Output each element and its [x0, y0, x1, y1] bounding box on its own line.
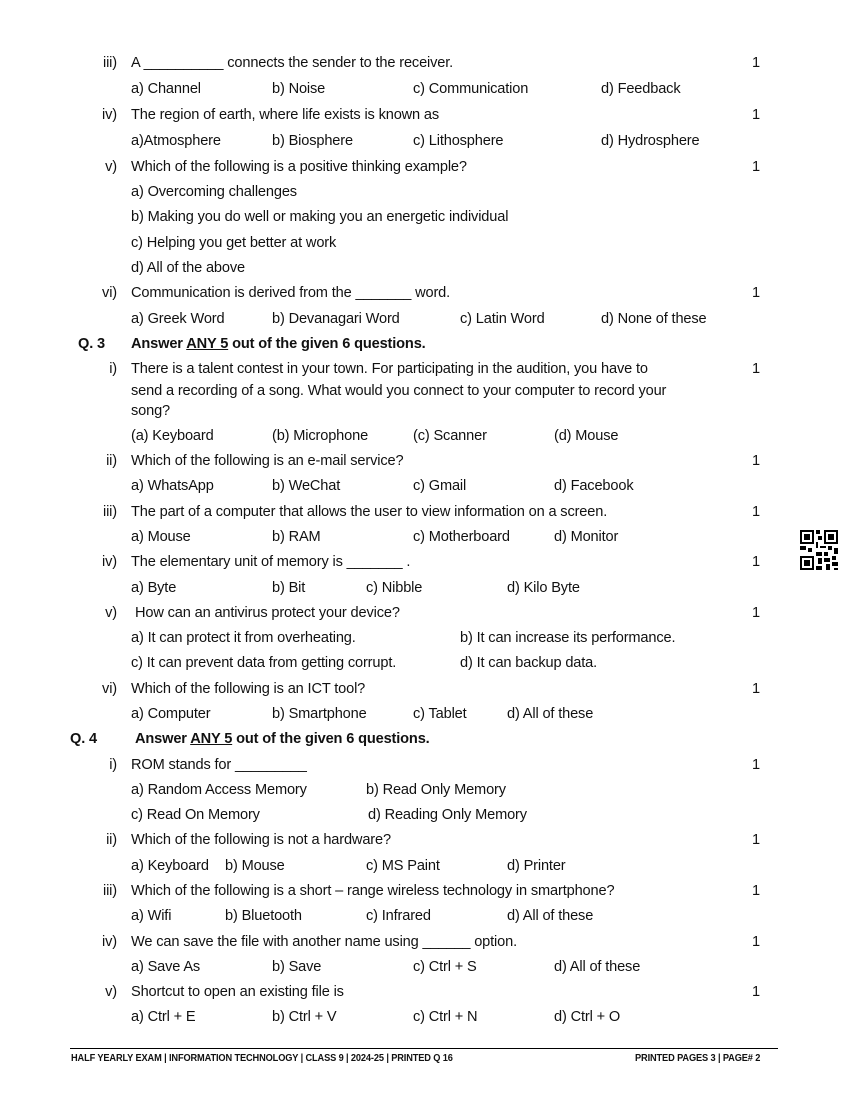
question-number: v) [105, 159, 117, 175]
footer-left: HALF YEARLY EXAM | INFORMATION TECHNOLOGY | CLASS 9 | 2024-25 | PRINTED Q 16 [71, 1052, 453, 1064]
option: b) RAM [272, 529, 321, 545]
option: d) Hydrosphere [601, 133, 700, 149]
option: b) Biosphere [272, 133, 353, 149]
option: d) Feedback [601, 81, 681, 97]
marks: 1 [752, 934, 760, 950]
question-number: iv) [102, 554, 117, 570]
option: d) All of these [507, 908, 594, 924]
instruction-text: Answer [131, 336, 187, 352]
marks: 1 [752, 681, 760, 697]
option: a) Byte [131, 580, 177, 596]
question-text: Which of the following is not a hardware? [131, 832, 391, 848]
question-text: Communication is derived from the _______ word. [131, 285, 451, 301]
question-number: iii) [103, 55, 117, 71]
marks: 1 [752, 832, 760, 848]
option: d) It can backup data. [460, 655, 598, 671]
option: a) Save As [131, 959, 201, 975]
option: c) Ctrl + N [413, 1009, 478, 1025]
option: d) Reading Only Memory [368, 807, 527, 823]
qr-code-icon [800, 530, 838, 570]
option: d) Facebook [554, 478, 634, 494]
section-instruction [135, 730, 430, 748]
question-number: v) [105, 984, 117, 1000]
instruction-text: out of the given 6 questions. [232, 731, 430, 747]
option: a) Random Access Memory [131, 782, 307, 798]
question-number: vi) [102, 681, 117, 697]
option: a) Computer [131, 706, 211, 722]
option: b) Save [272, 959, 322, 975]
option: c) Nibble [366, 580, 423, 596]
option: a) Greek Word [131, 311, 225, 327]
option: d) Printer [507, 858, 566, 874]
marks: 1 [752, 159, 760, 175]
option: (b) Microphone [272, 428, 369, 444]
question-text: Which of the following is a short – range wireless technology in smartphone? [131, 883, 615, 899]
footer-right: PRINTED PAGES 3 | PAGE# 2 [635, 1052, 761, 1064]
section-label: Q. 3 [78, 336, 105, 352]
option: c) Helping you get better at work [131, 235, 337, 251]
marks: 1 [752, 984, 760, 1000]
instruction-text: Answer [135, 731, 191, 747]
question-text: Shortcut to open an existing file is [131, 984, 344, 1000]
question-text: The part of a computer that allows the user to view information on a screen. [131, 504, 608, 520]
option: a) Mouse [131, 529, 191, 545]
question-number: v) [105, 605, 117, 621]
question-text: Which of the following is an e-mail service? [131, 453, 404, 469]
option: b) Bluetooth [225, 908, 302, 924]
option: (c) Scanner [413, 428, 487, 444]
option: a) Channel [131, 81, 201, 97]
option: b) Devanagari Word [272, 311, 400, 327]
marks: 1 [752, 453, 760, 469]
question-text: Which of the following is an ICT tool? [131, 681, 366, 697]
instruction-emphasis: ANY 5 [190, 731, 233, 747]
question-number: ii) [106, 832, 117, 848]
marks: 1 [752, 504, 760, 520]
question-number: i) [109, 757, 117, 773]
option: b) It can increase its performance. [460, 630, 676, 646]
question-text: The elementary unit of memory is _______ . [131, 554, 411, 570]
option: b) Noise [272, 81, 326, 97]
option: c) Gmail [413, 478, 467, 494]
question-number: iii) [103, 883, 117, 899]
question-text: How can an antivirus protect your device? [135, 605, 400, 621]
question-number: iv) [102, 934, 117, 950]
option: d) All of these [554, 959, 641, 975]
option: c) Motherboard [413, 529, 510, 545]
option: (a) Keyboard [131, 428, 214, 444]
footer-divider [70, 1048, 778, 1049]
marks: 1 [752, 605, 760, 621]
marks: 1 [752, 554, 760, 570]
section-label: Q. 4 [70, 731, 97, 747]
question-text: We can save the file with another name using ______ option. [131, 934, 517, 950]
option: c) Latin Word [460, 311, 545, 327]
option: c) Communication [413, 81, 529, 97]
question-text: Which of the following is a positive thinking example? [131, 159, 467, 175]
option: (d) Mouse [554, 428, 619, 444]
section-instruction [131, 335, 426, 353]
option: d) Monitor [554, 529, 619, 545]
option: d) All of the above [131, 260, 245, 276]
option: a) WhatsApp [131, 478, 214, 494]
question-text: song? [131, 403, 171, 419]
option: d) All of these [507, 706, 594, 722]
option: a) Wifi [131, 908, 172, 924]
option: b) Mouse [225, 858, 285, 874]
option: b) Bit [272, 580, 306, 596]
instruction-text: out of the given 6 questions. [228, 336, 426, 352]
instruction-emphasis: ANY 5 [186, 336, 229, 352]
marks: 1 [752, 883, 760, 899]
option: c) Read On Memory [131, 807, 260, 823]
marks: 1 [752, 285, 760, 301]
option: a) It can protect it from overheating. [131, 630, 356, 646]
option: d) None of these [601, 311, 707, 327]
marks: 1 [752, 55, 760, 71]
question-text: The region of earth, where life exists is known as [131, 107, 440, 123]
option: c) Tablet [413, 706, 467, 722]
option: a) Overcoming challenges [131, 184, 297, 200]
question-text: There is a talent contest in your town. For participating in the audition, you have to [131, 361, 648, 377]
option: a)Atmosphere [131, 133, 221, 149]
option: c) Ctrl + S [413, 959, 477, 975]
option: b) Ctrl + V [272, 1009, 337, 1025]
option: c) It can prevent data from getting corrupt. [131, 655, 397, 671]
marks: 1 [752, 757, 760, 773]
option: b) Smartphone [272, 706, 367, 722]
question-number: i) [109, 361, 117, 377]
marks: 1 [752, 361, 760, 377]
question-number: iv) [102, 107, 117, 123]
option: a) Keyboard [131, 858, 209, 874]
option: c) Lithosphere [413, 133, 504, 149]
option: b) Making you do well or making you an energetic individual [131, 209, 509, 225]
option: b) Read Only Memory [366, 782, 506, 798]
option: d) Ctrl + O [554, 1009, 621, 1025]
marks: 1 [752, 107, 760, 123]
question-text: A __________ connects the sender to the receiver. [131, 55, 454, 71]
option: b) WeChat [272, 478, 341, 494]
question-text: send a recording of a song. What would you connect to your computer to record your [131, 383, 667, 399]
option: c) Infrared [366, 908, 431, 924]
option: a) Ctrl + E [131, 1009, 196, 1025]
question-number: vi) [102, 285, 117, 301]
question-number: ii) [106, 453, 117, 469]
option: c) MS Paint [366, 858, 440, 874]
option: d) Kilo Byte [507, 580, 580, 596]
question-text: ROM stands for _________ [131, 757, 307, 773]
question-number: iii) [103, 504, 117, 520]
